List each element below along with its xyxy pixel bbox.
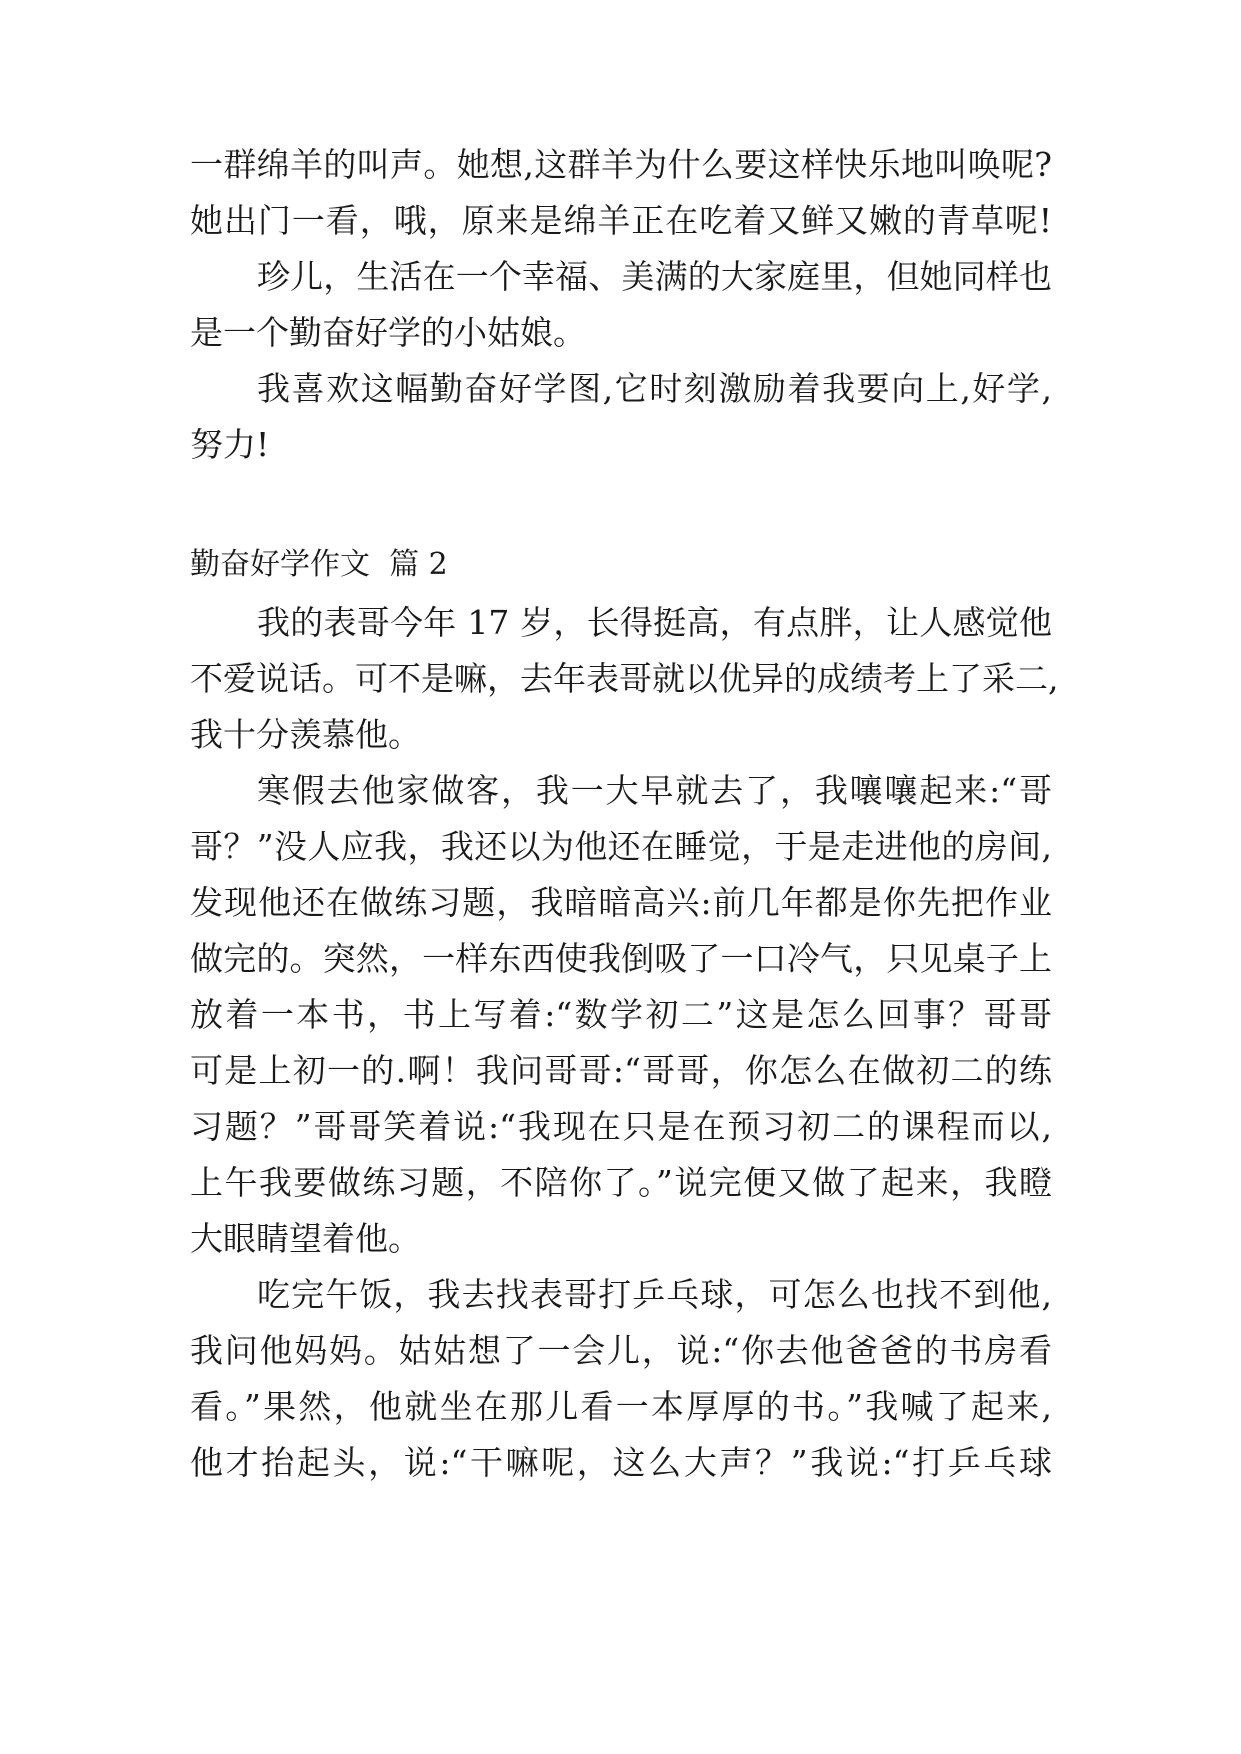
text-line: 她出门一看，哦，原来是绵羊正在吃着又鲜又嫩的青草呢!: [190, 201, 1052, 240]
text-line: 哥？”没人应我，我还以为他还在睡觉，于是走进他的房间,: [190, 827, 1052, 866]
text-line: 看。”果然，他就坐在那儿看一本厚厚的书。”我喊了起来,: [190, 1387, 1052, 1426]
text-line: 放着一本书，书上写着:“数学初二”这是怎么回事？哥哥: [190, 995, 1052, 1034]
text-line: 珍儿，生活在一个幸福、美满的大家庭里，但她同样也: [257, 257, 1052, 296]
text-line: 一群绵羊的叫声。她想,这群羊为什么要这样快乐地叫唤呢?: [190, 145, 1052, 184]
text-line: 我的表哥今年 17 岁，长得挺高，有点胖，让人感觉他: [257, 603, 1052, 642]
text-line: 他才抬起头，说:“干嘛呢，这么大声？”我说:“打乒乓球: [190, 1443, 1052, 1482]
text-line: 上午我要做练习题，不陪你了。”说完便又做了起来，我瞪: [190, 1163, 1052, 1202]
text-line: 我十分羡慕他。: [190, 715, 421, 754]
section-heading: 勤奋好学作文 篇 2: [190, 547, 448, 582]
text-line: 我喜欢这幅勤奋好学图,它时刻激励着我要向上,好学,: [257, 369, 1052, 408]
text-line: 可是上初一的.啊！我问哥哥:“哥哥，你怎么在做初二的练: [190, 1051, 1052, 1090]
text-line: 发现他还在做练习题，我暗暗高兴:前几年都是你先把作业: [190, 883, 1052, 922]
text-line: 不爱说话。可不是嘛，去年表哥就以优异的成绩考上了采二,: [190, 659, 1059, 698]
text-line: 寒假去他家做客，我一大早就去了，我嚷嚷起来:“哥: [257, 771, 1052, 810]
text-line: 吃完午饭，我去找表哥打乒乓球，可怎么也找不到他,: [257, 1275, 1052, 1314]
text-line: 是一个勤奋好学的小姑娘。: [190, 313, 586, 352]
text-line: 我问他妈妈。姑姑想了一会儿，说:“你去他爸爸的书房看: [190, 1331, 1052, 1370]
text-line: 大眼睛望着他。: [190, 1219, 421, 1258]
text-line: 努力!: [190, 425, 270, 464]
text-line: 做完的。突然，一样东西使我倒吸了一口冷气，只见桌子上: [190, 939, 1052, 978]
text-line: 习题？”哥哥笑着说:“我现在只是在预习初二的课程而以,: [190, 1107, 1052, 1146]
